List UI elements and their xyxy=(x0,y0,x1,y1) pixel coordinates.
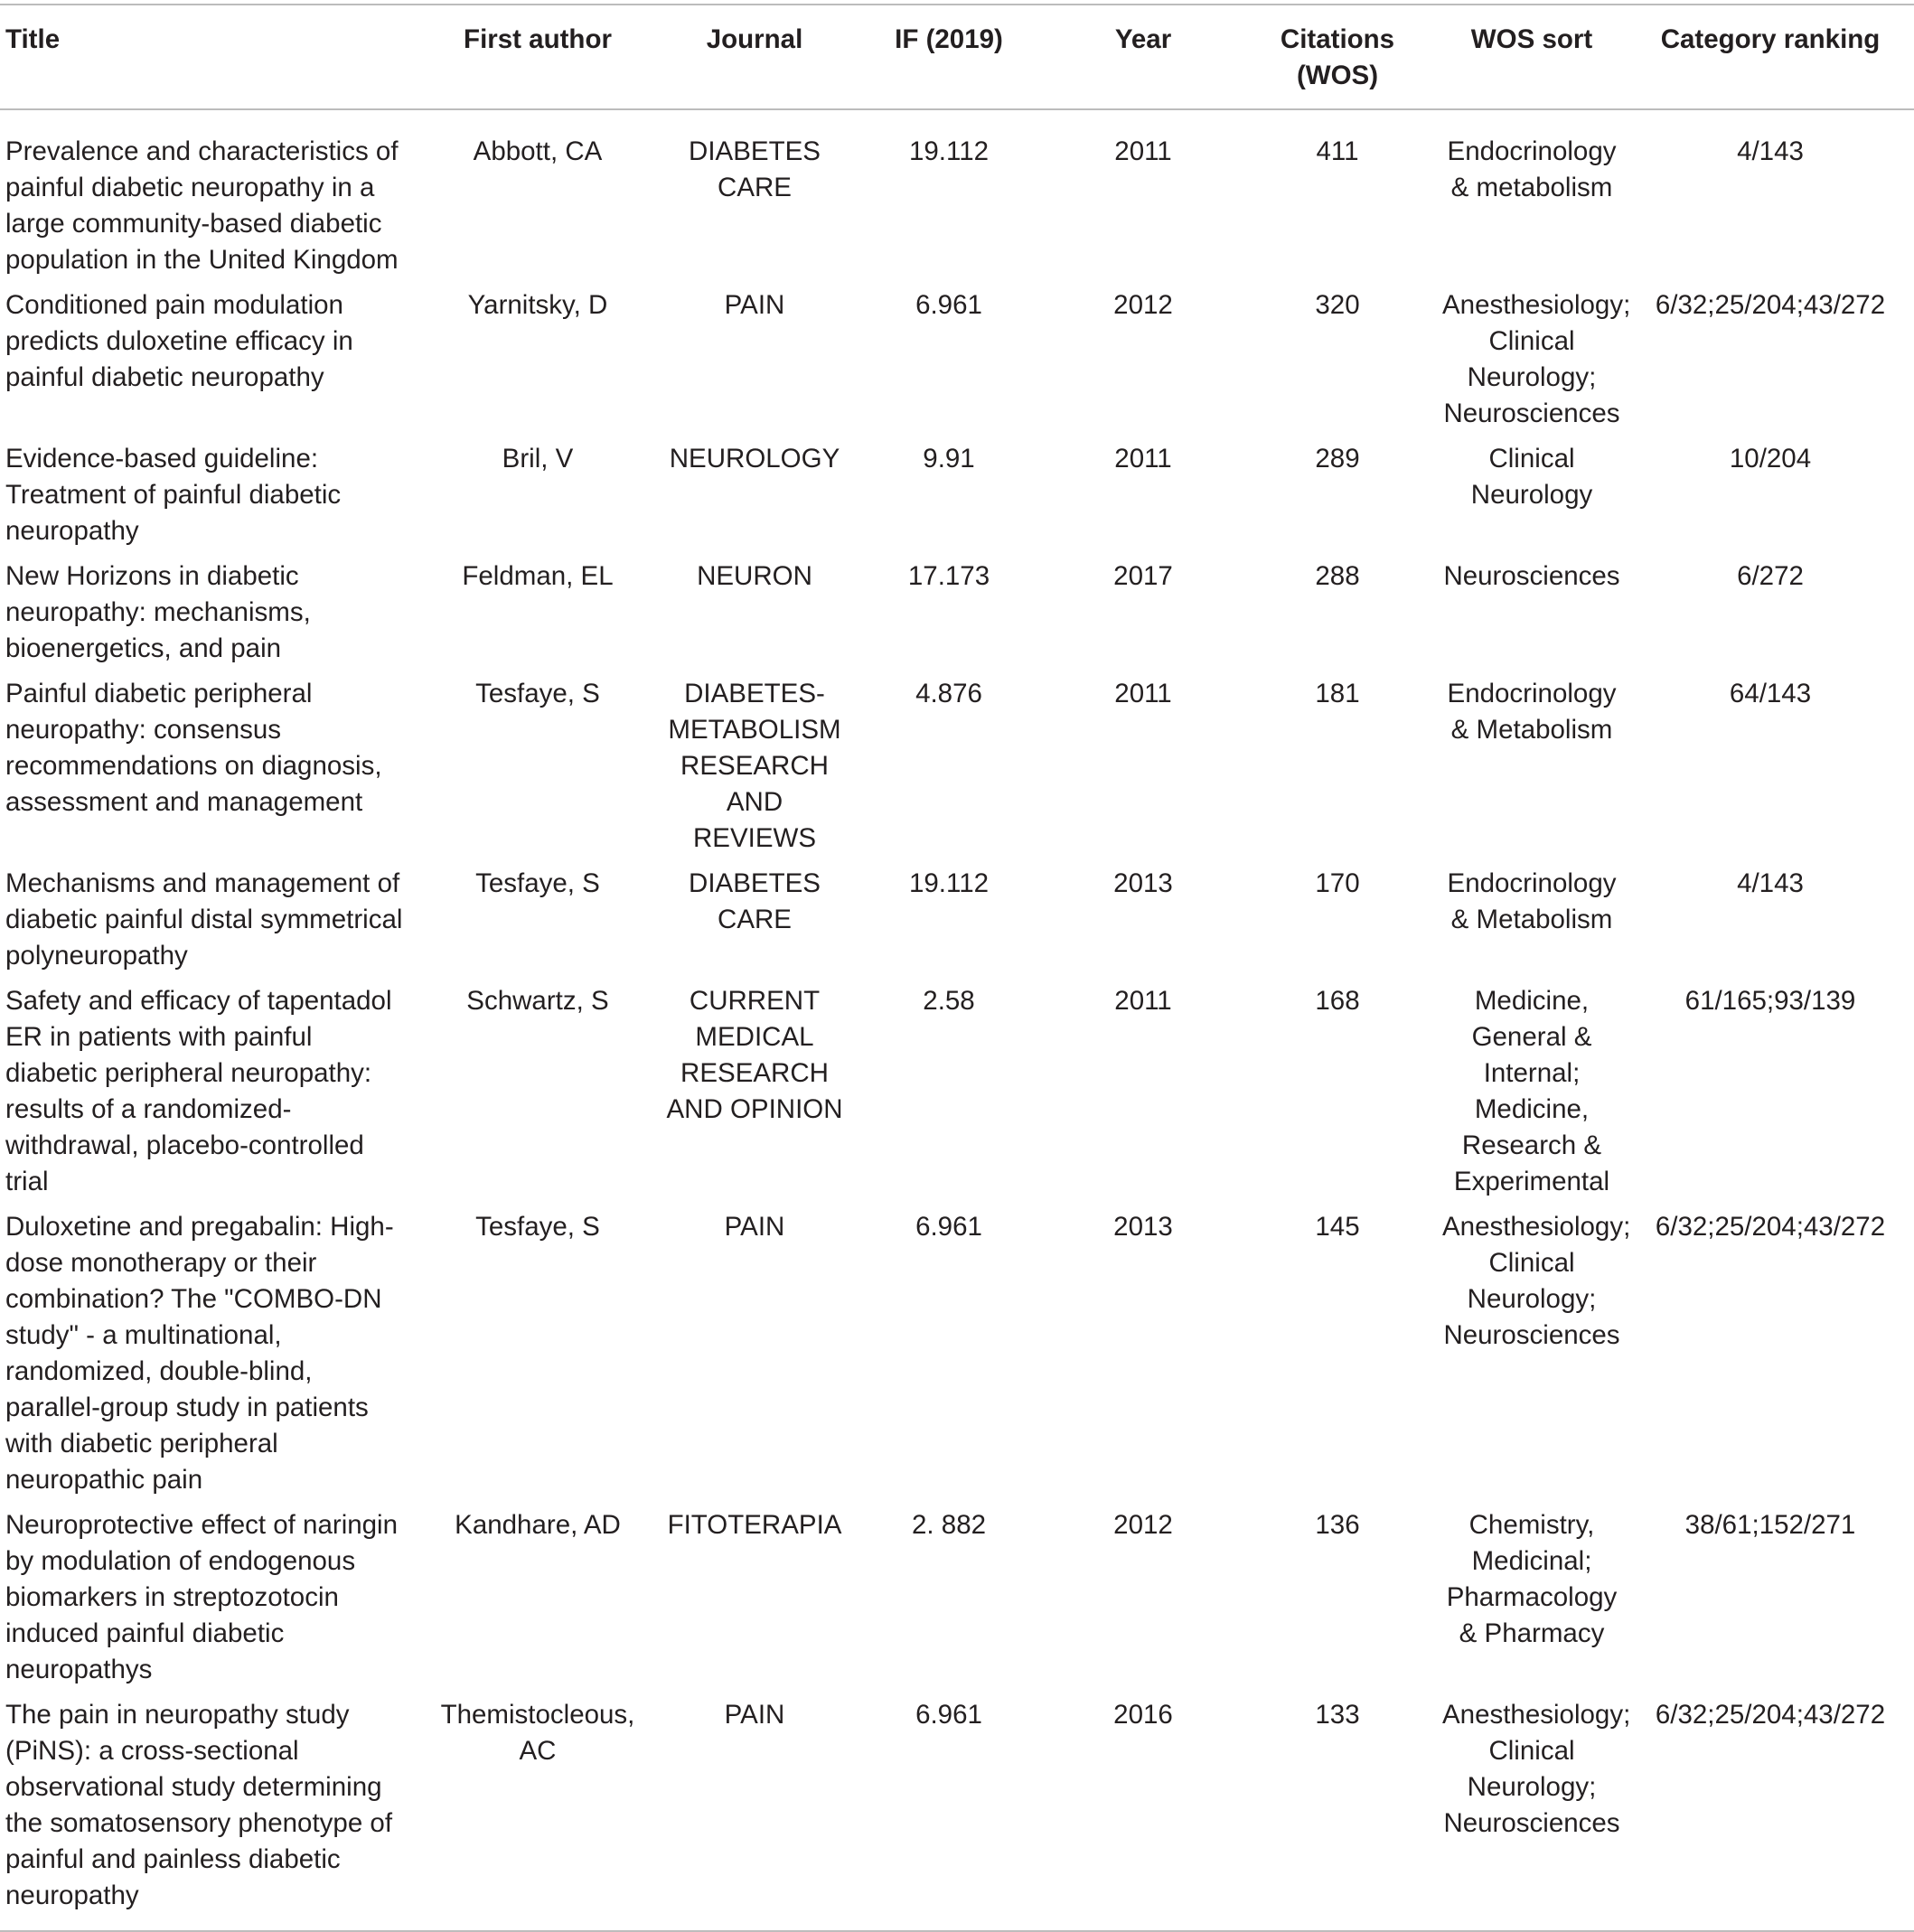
table-row xyxy=(0,282,1914,436)
cell-year: 2017 xyxy=(1113,561,1173,591)
header-row xyxy=(0,5,1914,109)
cell-citations: 320 xyxy=(1315,290,1360,320)
cell-year: 2012 xyxy=(1113,1510,1173,1540)
table-body xyxy=(0,109,1914,1931)
cell-title: Evidence-based guideline: Treatment of painful diabetic neuropathy xyxy=(5,444,342,546)
cell-journal: PAIN xyxy=(724,1700,785,1730)
cell-citations: 145 xyxy=(1315,1212,1360,1242)
cell-category-ranking: 4/143 xyxy=(1737,868,1804,898)
cell-impact-factor: 19.112 xyxy=(908,868,990,898)
cell-wos-sort: Endocrinology & metabolism xyxy=(1447,136,1617,202)
cell-impact-factor: 6.961 xyxy=(915,290,982,320)
cell-impact-factor: 2.58 xyxy=(923,986,975,1016)
header-year: Year xyxy=(1114,24,1172,54)
table-row xyxy=(0,109,1914,282)
table-row xyxy=(0,978,1914,1204)
cell-category-ranking: 6/32;25/204;43/272 xyxy=(1655,1700,1886,1730)
header-first-author: First author xyxy=(464,24,612,54)
table-row xyxy=(0,1502,1914,1692)
table-row xyxy=(0,1204,1914,1502)
header-journal: Journal xyxy=(706,24,803,54)
cell-impact-factor: 6.961 xyxy=(915,1212,982,1242)
cell-journal: DIABETES CARE xyxy=(689,868,821,934)
cell-first-author: Tesfaye, S xyxy=(475,868,600,898)
cell-wos-sort: Endocrinology & Metabolism xyxy=(1447,679,1617,745)
header-title: Title xyxy=(5,24,61,54)
cell-wos-sort: Medicine, General & Internal; Medicine, Research & Experimental xyxy=(1453,986,1610,1196)
cell-first-author: Abbott, CA xyxy=(473,136,603,166)
cell-citations: 411 xyxy=(1316,136,1359,166)
cell-citations: 168 xyxy=(1315,986,1360,1016)
cell-wos-sort: Anesthesiology; Clinical Neurology; Neurosciences xyxy=(1442,1700,1631,1838)
cell-category-ranking: 4/143 xyxy=(1737,136,1804,166)
cell-impact-factor: 17.173 xyxy=(907,561,990,591)
cell-title: The pain in neuropathy study (PiNS): a cross-sectional observational study determining the somatosensory phenotype of painful and painless diabetic neuropathy xyxy=(5,1700,393,1910)
cell-citations: 170 xyxy=(1315,868,1360,898)
cell-citations: 133 xyxy=(1315,1700,1360,1730)
publications-table-container xyxy=(0,4,1914,1932)
cell-title: Safety and efficacy of tapentadol ER in patients with painful diabetic peripheral neuropathy: results of a randomized-withdrawal, placebo-controlled trial xyxy=(5,986,392,1196)
cell-first-author: Feldman, EL xyxy=(462,561,614,591)
cell-year: 2011 xyxy=(1114,679,1172,708)
cell-citations: 181 xyxy=(1315,679,1360,708)
table-row xyxy=(0,553,1914,671)
cell-first-author: Tesfaye, S xyxy=(475,679,600,708)
cell-wos-sort: Anesthesiology; Clinical Neurology; Neurosciences xyxy=(1442,290,1631,428)
cell-impact-factor: 2. 882 xyxy=(911,1510,987,1540)
cell-impact-factor: 9.91 xyxy=(923,444,975,474)
cell-wos-sort: Clinical Neurology xyxy=(1470,444,1593,510)
table-row xyxy=(0,671,1914,860)
table-row xyxy=(0,1692,1914,1931)
cell-journal: PAIN xyxy=(724,1212,785,1242)
cell-first-author: Schwartz, S xyxy=(466,986,609,1016)
header-citations: Citations (WOS) xyxy=(1280,24,1395,90)
cell-journal: CURRENT MEDICAL RESEARCH AND OPINION xyxy=(666,986,843,1124)
cell-category-ranking: 6/272 xyxy=(1737,561,1804,591)
cell-wos-sort: Chemistry, Medicinal; Pharmacology & Pharmacy xyxy=(1446,1510,1618,1648)
cell-title: Mechanisms and management of diabetic painful distal symmetrical polyneuropathy xyxy=(5,868,403,971)
cell-year: 2013 xyxy=(1113,868,1173,898)
cell-category-ranking: 61/165;93/139 xyxy=(1684,986,1856,1016)
cell-first-author: Kandhare, AD xyxy=(455,1510,621,1540)
cell-wos-sort: Neurosciences xyxy=(1443,561,1620,591)
cell-year: 2011 xyxy=(1114,444,1172,474)
cell-citations: 288 xyxy=(1315,561,1360,591)
cell-title: Neuroprotective effect of naringin by modulation of endogenous biomarkers in streptozotocin induced painful diabetic neuropathys xyxy=(5,1510,399,1684)
cell-first-author: Tesfaye, S xyxy=(475,1212,600,1242)
cell-journal: DIABETES-METABOLISM RESEARCH AND REVIEWS xyxy=(668,679,841,853)
cell-year: 2016 xyxy=(1113,1700,1173,1730)
cell-title: Duloxetine and pregabalin: High-dose monotherapy or their combination? The "COMBO-DN study" - a multinational, randomized, double-blind, parallel-group study in patients with diabetic peripheral neuropathic pain xyxy=(5,1212,394,1495)
table-row xyxy=(0,860,1914,978)
cell-impact-factor: 4.876 xyxy=(915,679,982,708)
cell-first-author: Yarnitsky, D xyxy=(467,290,608,320)
cell-wos-sort: Endocrinology & Metabolism xyxy=(1447,868,1617,934)
cell-title: Painful diabetic peripheral neuropathy: consensus recommendations on diagnosis, assessment and management xyxy=(5,679,382,817)
cell-category-ranking: 64/143 xyxy=(1729,679,1812,708)
cell-year: 2012 xyxy=(1113,290,1173,320)
table-row xyxy=(0,436,1914,553)
cell-impact-factor: 19.112 xyxy=(908,136,990,166)
table-header xyxy=(0,5,1914,109)
cell-first-author: Bril, V xyxy=(502,444,574,474)
publications-table xyxy=(0,4,1914,1932)
cell-journal: NEUROLOGY xyxy=(669,444,840,474)
cell-journal: DIABETES CARE xyxy=(689,136,821,202)
cell-year: 2011 xyxy=(1114,986,1172,1016)
cell-title: Prevalence and characteristics of painful diabetic neuropathy in a large community-based diabetic population in the United Kingdom xyxy=(5,136,399,275)
cell-title: Conditioned pain modulation predicts duloxetine efficacy in painful diabetic neuropathy xyxy=(5,290,353,392)
cell-year: 2011 xyxy=(1114,136,1172,166)
cell-category-ranking: 38/61;152/271 xyxy=(1684,1510,1856,1540)
cell-first-author: Themistocleous, AC xyxy=(440,1700,635,1766)
cell-category-ranking: 6/32;25/204;43/272 xyxy=(1655,1212,1886,1242)
cell-citations: 136 xyxy=(1315,1510,1360,1540)
cell-journal: FITOTERAPIA xyxy=(667,1510,842,1540)
header-wos-sort: WOS sort xyxy=(1470,24,1593,54)
cell-year: 2013 xyxy=(1113,1212,1173,1242)
cell-impact-factor: 6.961 xyxy=(915,1700,982,1730)
cell-citations: 289 xyxy=(1315,444,1360,474)
header-impact-factor: IF (2019) xyxy=(895,24,1003,54)
cell-journal: NEURON xyxy=(697,561,812,591)
cell-category-ranking: 10/204 xyxy=(1729,444,1812,474)
cell-journal: PAIN xyxy=(724,290,785,320)
cell-category-ranking: 6/32;25/204;43/272 xyxy=(1655,290,1886,320)
cell-title: New Horizons in diabetic neuropathy: mechanisms, bioenergetics, and pain xyxy=(5,561,311,663)
header-category-ranking: Category ranking xyxy=(1660,24,1881,54)
cell-wos-sort: Anesthesiology; Clinical Neurology; Neurosciences xyxy=(1442,1212,1631,1350)
